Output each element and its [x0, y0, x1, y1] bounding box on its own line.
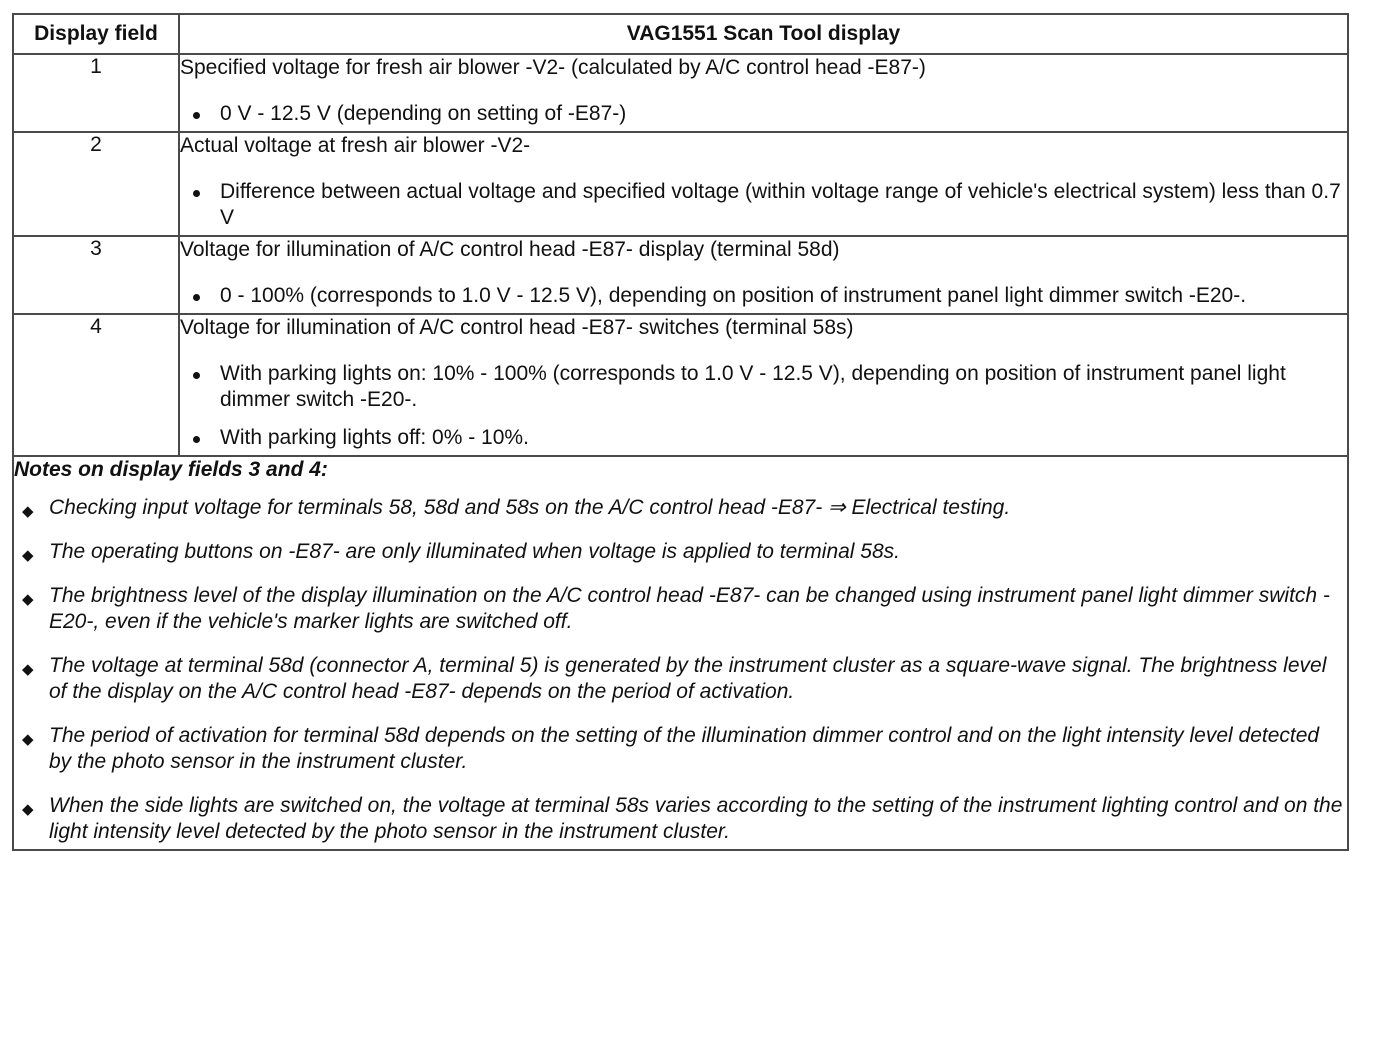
bullet-text: Difference between actual voltage and specified voltage (within voltage range of vehicle's electrical system) less than 0.7 V — [220, 180, 1341, 229]
diamond-bullet-icon: ◆ — [22, 801, 34, 818]
bullet-dot-icon — [193, 294, 200, 301]
display-field-description — [179, 236, 1348, 314]
list-item — [180, 179, 1347, 231]
bullet-text: With parking lights on: 10% - 100% (corresponds to 1.0 V - 12.5 V), depending on position of instrument panel light dimmer switch -E20-. — [220, 362, 1286, 411]
description-title: Voltage for illumination of A/C control head -E87- switches (terminal 58s) — [180, 316, 854, 339]
list-item — [180, 101, 1347, 127]
note-text: When the side lights are switched on, the voltage at terminal 58s varies according to the setting of the instrument lighting control and on the light intensity level detected by the photo sensor in the instrument cluster. — [49, 794, 1343, 843]
list-item — [180, 425, 1347, 451]
display-field-description — [179, 314, 1348, 456]
description-bullets — [180, 283, 1347, 309]
bullet-dot-icon — [193, 112, 200, 119]
note-text: The period of activation for terminal 58d depends on the setting of the illumination dimmer control and on the light intensity level detected by the photo sensor in the instrument cluster. — [49, 724, 1320, 773]
bullet-text: 0 - 100% (corresponds to 1.0 V - 12.5 V), depending on position of instrument panel light dimmer switch -E20-. — [220, 284, 1247, 307]
description-bullets — [180, 101, 1347, 127]
diamond-bullet-icon: ◆ — [22, 591, 34, 608]
table-row — [13, 236, 1348, 314]
list-item — [14, 539, 1347, 565]
description-bullets — [180, 361, 1347, 451]
document — [12, 13, 1349, 851]
display-field-number: 1 — [13, 54, 179, 132]
diamond-bullet-icon: ◆ — [22, 731, 34, 748]
list-item — [14, 653, 1347, 705]
list-item — [14, 583, 1347, 635]
notes-section — [13, 456, 1348, 850]
column-header-display-field: Display field — [13, 14, 179, 54]
list-item — [180, 361, 1347, 413]
display-field-description — [179, 54, 1348, 132]
list-item — [14, 495, 1347, 521]
display-fields-table — [12, 13, 1349, 851]
bullet-text: With parking lights off: 0% - 10%. — [220, 426, 529, 449]
notes-row — [13, 456, 1348, 850]
note-text: The voltage at terminal 58d (connector A, terminal 5) is generated by the instrument cluster as a square-wave signal. The brightness level of the display on the A/C control head -E87- depends on the period of activation. — [49, 654, 1327, 703]
table-header-row — [13, 14, 1348, 54]
notes-list — [14, 495, 1347, 845]
table-row — [13, 132, 1348, 236]
diamond-bullet-icon: ◆ — [22, 503, 34, 520]
bullet-dot-icon — [193, 372, 200, 379]
list-item — [14, 723, 1347, 775]
diamond-bullet-icon: ◆ — [22, 661, 34, 678]
table-row — [13, 54, 1348, 132]
diamond-bullet-icon: ◆ — [22, 547, 34, 564]
display-field-number: 4 — [13, 314, 179, 456]
note-text: Checking input voltage for terminals 58, 58d and 58s on the A/C control head -E87- ⇒ Electrical testing. — [49, 496, 1011, 519]
bullet-dot-icon — [193, 190, 200, 197]
description-title: Actual voltage at fresh air blower -V2- — [180, 134, 531, 157]
list-item — [14, 793, 1347, 845]
display-field-number: 3 — [13, 236, 179, 314]
display-field-number: 2 — [13, 132, 179, 236]
bullet-dot-icon — [193, 436, 200, 443]
bullet-text: 0 V - 12.5 V (depending on setting of -E87-) — [220, 102, 627, 125]
note-text: The brightness level of the display illumination on the A/C control head -E87- can be changed using instrument panel light dimmer switch -E20-, even if the vehicle's marker lights are switched off. — [49, 584, 1330, 633]
display-field-description — [179, 132, 1348, 236]
notes-title: Notes on display fields 3 and 4: — [14, 458, 328, 481]
description-title: Specified voltage for fresh air blower -V2- (calculated by A/C control head -E87-) — [180, 56, 926, 79]
list-item — [180, 283, 1347, 309]
column-header-scan-tool-display: VAG1551 Scan Tool display — [179, 14, 1348, 54]
description-bullets — [180, 179, 1347, 231]
note-text: The operating buttons on -E87- are only illuminated when voltage is applied to terminal 58s. — [49, 540, 901, 563]
table-row — [13, 314, 1348, 456]
description-title: Voltage for illumination of A/C control head -E87- display (terminal 58d) — [180, 238, 840, 261]
